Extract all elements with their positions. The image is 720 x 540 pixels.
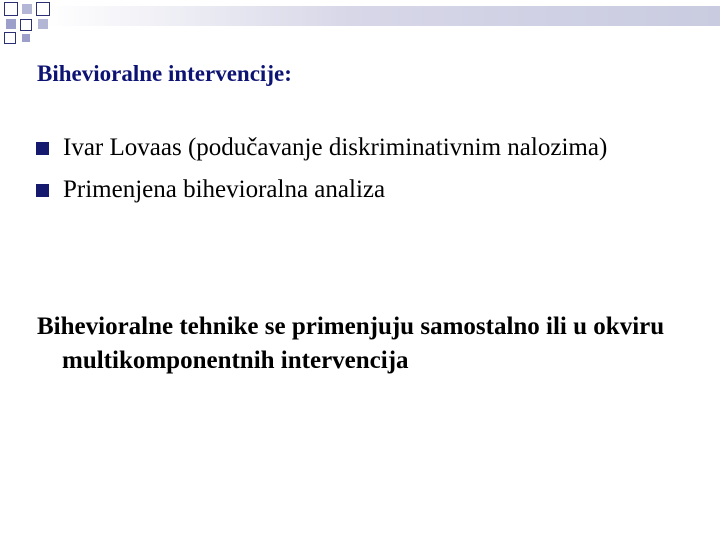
decor-square-icon xyxy=(4,2,18,16)
decor-square-icon xyxy=(22,4,32,14)
decor-square-icon xyxy=(22,34,30,42)
header-decoration xyxy=(0,0,720,48)
square-bullet-icon xyxy=(36,142,49,155)
decor-square-icon xyxy=(4,32,16,44)
bullet-item xyxy=(36,131,676,164)
decor-square-icon xyxy=(6,19,16,29)
decor-square-icon xyxy=(20,19,32,31)
body-paragraph: Bihevioralne tehnike se primenjuju samostalno ili u okviru multikomponentnih intervencija xyxy=(37,313,665,374)
bullet-text: Ivar Lovaas (podučavanje diskriminativnim nalozima) xyxy=(63,134,608,161)
decor-square-icon xyxy=(38,19,48,29)
bullet-list xyxy=(36,131,676,206)
slide-title: Bihevioralne intervencije: xyxy=(37,61,292,86)
bullet-item xyxy=(36,173,676,206)
bullet-text: Primenjena bihevioralna analiza xyxy=(63,176,386,203)
decor-square-icon xyxy=(36,2,50,16)
square-bullet-icon xyxy=(36,184,49,197)
header-gradient-bar xyxy=(46,6,720,26)
